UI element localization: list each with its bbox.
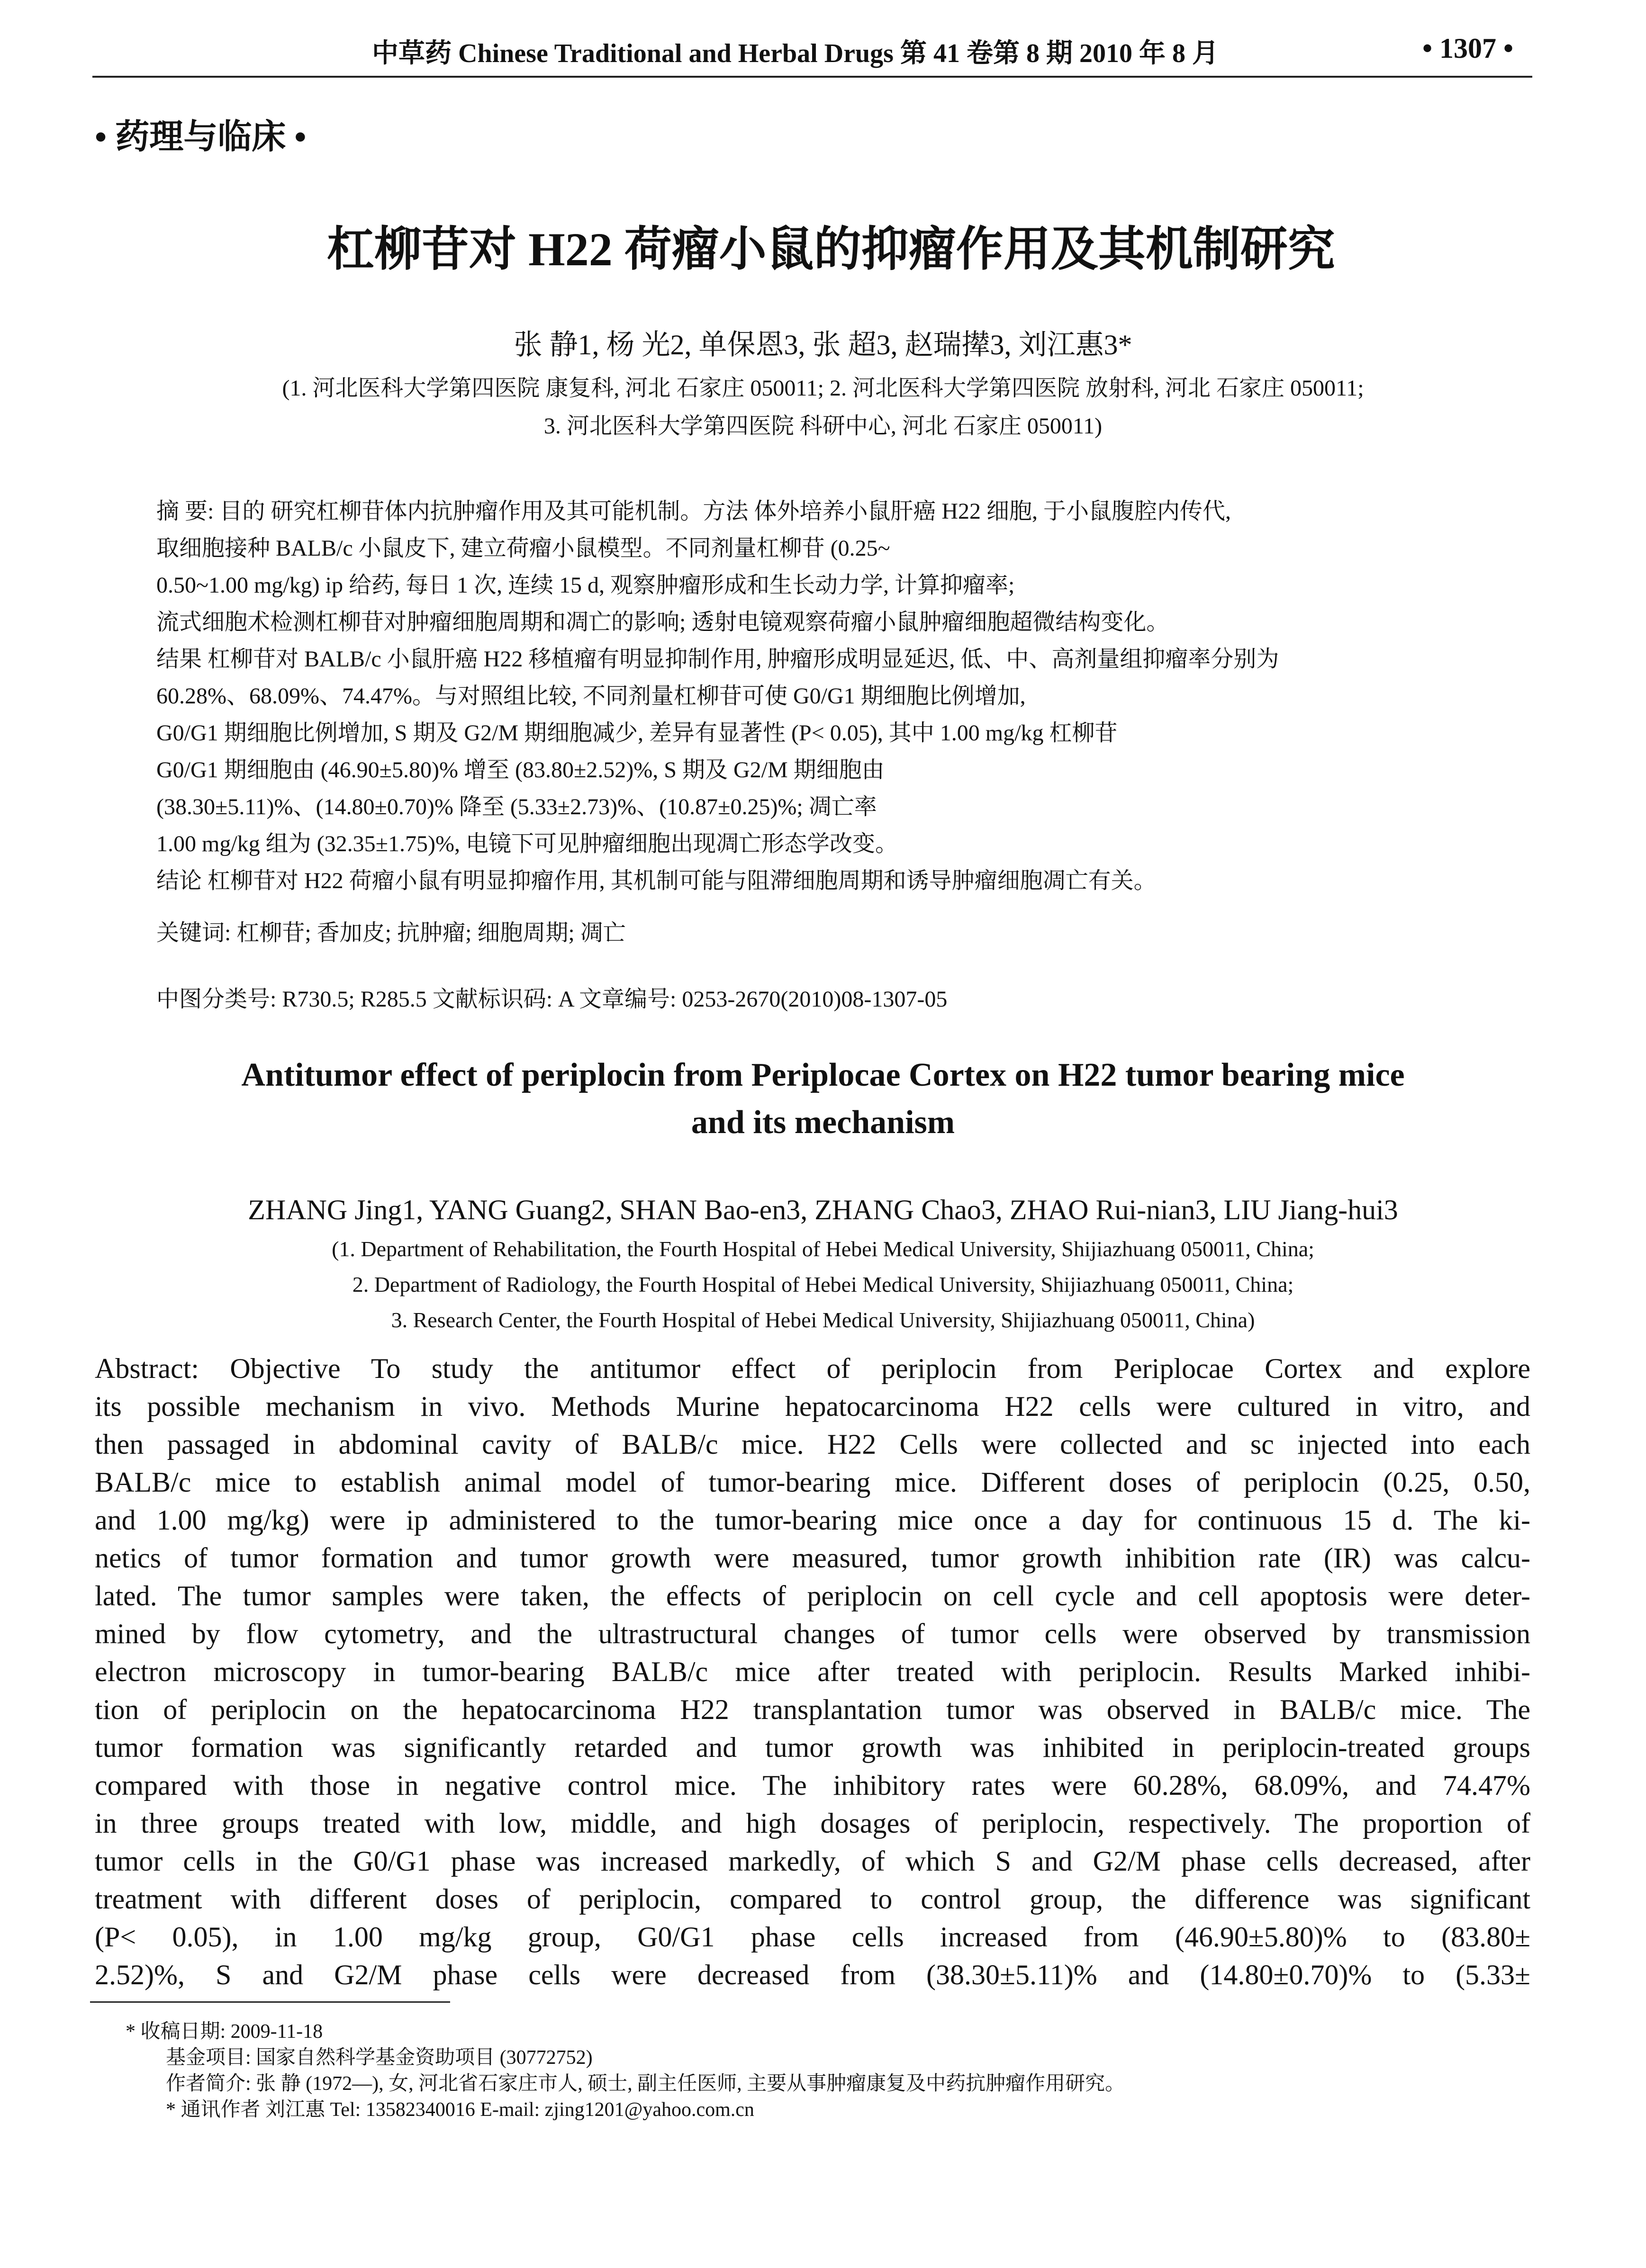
english-title-line: Antitumor effect of periplocin from Periplocae Cortex on H22 tumor bearing mice — [241, 1057, 1405, 1093]
english-abstract-line: treatment with different doses of periplocin, compared to control group, the difference was significant — [95, 1883, 1530, 1915]
chinese-authors: 张 静1, 杨 光2, 单保恩3, 张 超3, 赵瑞撵3, 刘江惠3* — [514, 329, 1132, 360]
footnote-author-bio: 作者简介: 张 静 (1972—), 女, 河北省石家庄市人, 硕士, 副主任医师, 主要从事肿瘤康复及中药抗肿瘤作用研究。 — [166, 2073, 1125, 2095]
chinese-abstract-line: 60.28%、68.09%、74.47%。与对照组比较, 不同剂量杠柳苷可使 G0/G1 期细胞比例增加, — [156, 684, 1026, 709]
english-abstract-line: Abstract: Objective To study the antitumor effect of periplocin from Periplocae Cortex and explore — [95, 1353, 1530, 1384]
journal-info: 中草药 Chinese Traditional and Herbal Drugs 第 41 卷第 8 期 2010 年 8 月 — [372, 39, 1219, 68]
english-abstract-line: in three groups treated with low, middle, and high dosages of periplocin, respectively. The proportion of — [95, 1808, 1530, 1839]
chinese-abstract-line: 取细胞接种 BALB/c 小鼠皮下, 建立荷瘤小鼠模型。不同剂量杠柳苷 (0.25~ — [156, 536, 890, 561]
chinese-affiliation: (1. 河北医科大学第四医院 康复科, 河北 石家庄 050011; 2. 河北医科大学第四医院 放射科, 河北 石家庄 050011; — [282, 376, 1364, 401]
chinese-abstract-line: G0/G1 期细胞比例增加, S 期及 G2/M 期细胞减少, 差异有显著性 (P< 0.05), 其中 1.00 mg/kg 杠柳苷 — [156, 720, 1118, 746]
footnote-divider — [90, 2001, 450, 2003]
chinese-abstract-line: 结论 杠柳苷对 H22 荷瘤小鼠有明显抑瘤作用, 其机制可能与阻滞细胞周期和诱导肿瘤细胞凋亡有关。 — [156, 868, 1157, 893]
english-affiliation: 3. Research Center, the Fourth Hospital of Hebei Medical University, Shijiazhuang 050011, China) — [391, 1308, 1255, 1332]
english-authors: ZHANG Jing1, YANG Guang2, SHAN Bao-en3, ZHANG Chao3, ZHAO Rui-nian3, LIU Jiang-hui3 — [248, 1194, 1398, 1225]
chinese-abstract-line: G0/G1 期细胞由 (46.90±5.80)% 增至 (83.80±2.52)%, S 期及 G2/M 期细胞由 — [156, 757, 885, 783]
english-affiliation: (1. Department of Rehabilitation, the Fourth Hospital of Hebei Medical University, Shijiazhuang 050011, China; — [332, 1237, 1314, 1261]
english-title-line: and its mechanism — [691, 1104, 955, 1141]
page-number: • 1307 • — [1422, 33, 1513, 64]
footnote-funding: 基金项目: 国家自然科学基金资助项目 (30772752) — [166, 2047, 593, 2069]
chinese-abstract-line: (38.30±5.11)%、(14.80±0.70)% 降至 (5.33±2.73)%、(10.87±0.25)%; 凋亡率 — [156, 794, 877, 819]
english-abstract-line: tion of periplocin on the hepatocarcinoma H22 transplantation tumor was observed in BALB/c mice. The — [95, 1694, 1530, 1725]
english-abstract-line: netics of tumor formation and tumor growth were measured, tumor growth inhibition rate (IR) was calcu- — [95, 1542, 1530, 1574]
section-label: • 药理与临床 • — [95, 118, 307, 156]
english-abstract-line: and 1.00 mg/kg) were ip administered to the tumor-bearing mice once a day for continuous 15 d. The ki- — [95, 1504, 1530, 1536]
chinese-abstract-line: 摘 要: 目的 研究杠柳苷体内抗肿瘤作用及其可能机制。方法 体外培养小鼠肝癌 H22 细胞, 于小鼠腹腔内传代, — [156, 499, 1231, 524]
english-abstract-line: electron microscopy in tumor-bearing BALB/c mice after treated with periplocin. Results Marked inhibi- — [95, 1656, 1530, 1687]
footnote-correspondence: * 通讯作者 刘江惠 Tel: 13582340016 E-mail: zjing1201@yahoo.com.cn — [166, 2099, 754, 2121]
chinese-abstract-line: 流式细胞术检测杠柳苷对肿瘤细胞周期和凋亡的影响; 透射电镜观察荷瘤小鼠肿瘤细胞超微结构变化。 — [156, 610, 1169, 635]
english-abstract-line: lated. The tumor samples were taken, the effects of periplocin on cell cycle and cell apoptosis were deter- — [95, 1580, 1530, 1611]
chinese-keywords: 关键词: 杠柳苷; 香加皮; 抗肿瘤; 细胞周期; 凋亡 — [156, 920, 626, 945]
footnote-received: * 收稿日期: 2009-11-18 — [126, 2021, 323, 2043]
english-abstract-line: (P< 0.05), in 1.00 mg/kg group, G0/G1 phase cells increased from (46.90±5.80)% to (83.80± — [95, 1921, 1530, 1953]
english-abstract-line: tumor formation was significantly retarded and tumor growth was inhibited in periplocin-treated groups — [95, 1732, 1530, 1763]
english-abstract-line: tumor cells in the G0/G1 phase was increased markedly, of which S and G2/M phase cells decreased, after — [95, 1845, 1530, 1877]
english-affiliation: 2. Department of Radiology, the Fourth Hospital of Hebei Medical University, Shijiazhuang 050011, China; — [352, 1272, 1294, 1296]
english-abstract-line: BALB/c mice to establish animal model of tumor-bearing mice. Different doses of periplocin (0.25, 0.50, — [95, 1467, 1530, 1498]
chinese-abstract-line: 1.00 mg/kg 组为 (32.35±1.75)%, 电镜下可见肿瘤细胞出现凋亡形态学改变。 — [156, 831, 898, 856]
chinese-title: 杠柳苷对 H22 荷瘤小鼠的抑瘤作用及其机制研究 — [327, 223, 1335, 276]
chinese-abstract-line: 0.50~1.00 mg/kg) ip 给药, 每日 1 次, 连续 15 d, 观察肿瘤形成和生长动力学, 计算抑瘤率; — [156, 573, 1015, 598]
english-abstract-line: its possible mechanism in vivo. Methods Murine hepatocarcinoma H22 cells were cultured in vitro, and — [95, 1391, 1530, 1422]
english-abstract-line: mined by flow cytometry, and the ultrastructural changes of tumor cells were observed by transmission — [95, 1618, 1530, 1649]
classification-line: 中图分类号: R730.5; R285.5 文献标识码: A 文章编号: 0253-2670(2010)08-1307-05 — [156, 987, 948, 1012]
english-abstract-line: then passaged in abdominal cavity of BALB/c mice. H22 Cells were collected and sc injected into each — [95, 1429, 1530, 1460]
chinese-affiliation: 3. 河北医科大学第四医院 科研中心, 河北 石家庄 050011) — [543, 414, 1103, 439]
running-header — [92, 28, 1532, 78]
chinese-abstract-line: 结果 杠柳苷对 BALB/c 小鼠肝癌 H22 移植瘤有明显抑制作用, 肿瘤形成明显延迟, 低、中、高剂量组抑瘤率分别为 — [156, 647, 1279, 672]
english-abstract-line: compared with those in negative control mice. The inhibitory rates were 60.28%, 68.09%, and 74.47% — [95, 1770, 1530, 1801]
english-abstract-line: 2.52)%, S and G2/M phase cells were decreased from (38.30±5.11)% and (14.80±0.70)% to (5.33± — [95, 1959, 1530, 1990]
